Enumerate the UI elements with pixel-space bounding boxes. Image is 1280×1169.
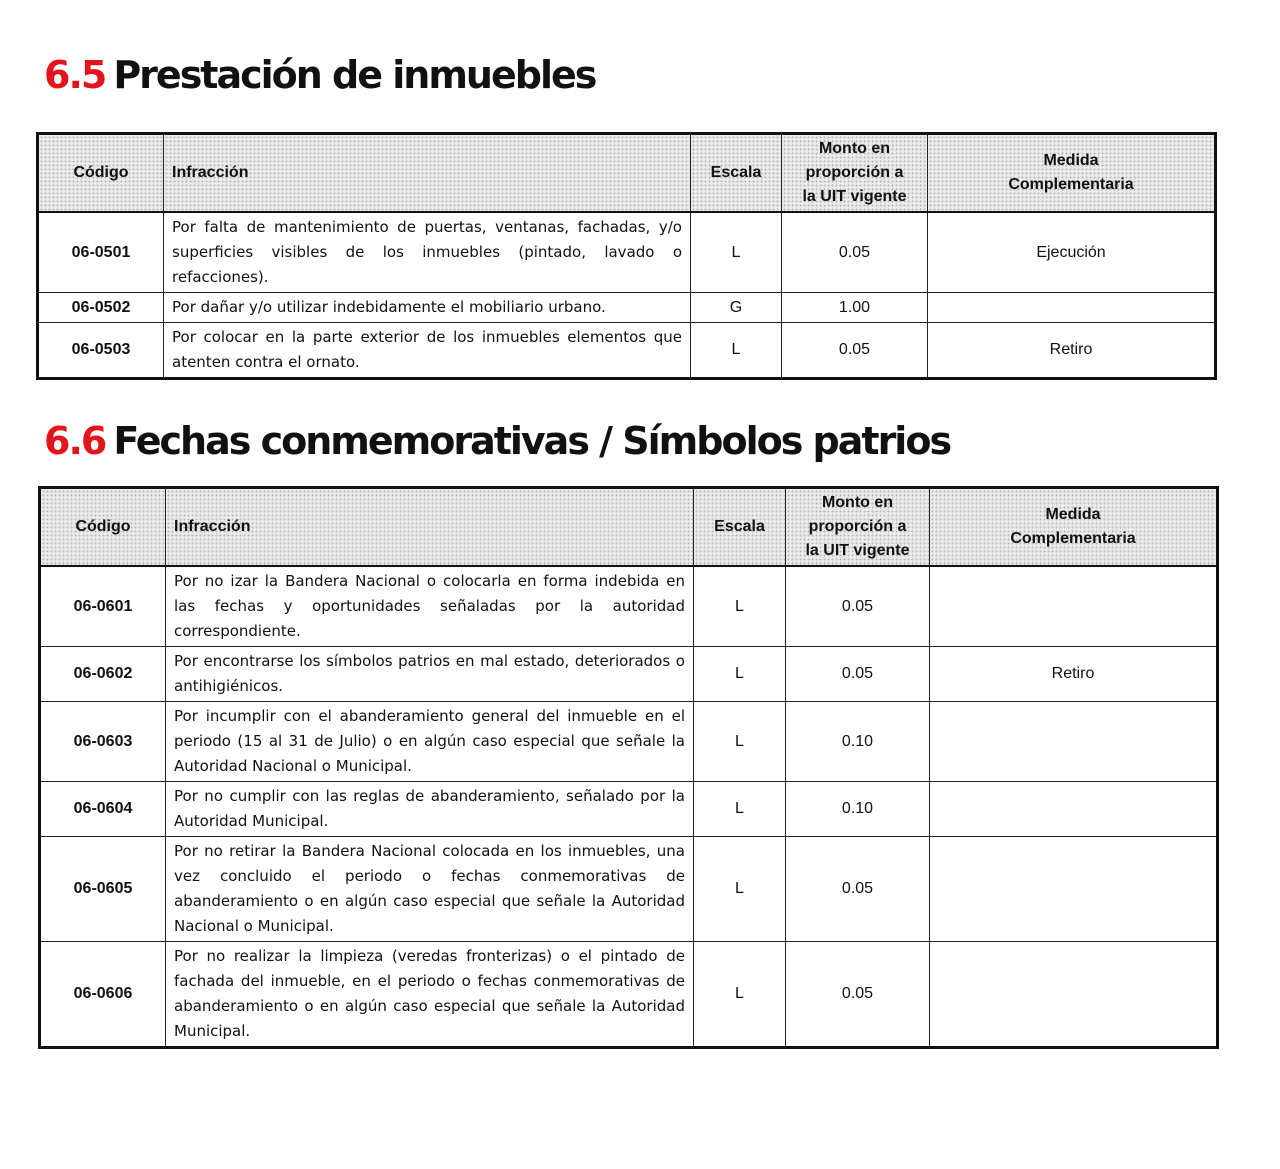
escala-cell: L (694, 782, 786, 837)
escala-cell: L (691, 212, 782, 293)
table-row (40, 782, 1218, 837)
escala-cell: L (694, 702, 786, 782)
monto-cell: 0.05 (786, 647, 930, 702)
table-row (40, 837, 1218, 942)
medida-cell: Retiro (928, 323, 1216, 379)
monto-cell: 0.05 (782, 323, 928, 379)
header-medida (928, 134, 1216, 213)
section-title-6-6 (44, 419, 951, 463)
section-number: 6.5 (44, 53, 106, 97)
monto-cell: 0.10 (786, 702, 930, 782)
header-medida (930, 488, 1218, 567)
medida-cell (928, 293, 1216, 323)
header-monto-line: la UIT vigente (805, 542, 910, 559)
codigo-cell: 06-0503 (38, 323, 164, 379)
medida-cell (930, 942, 1218, 1048)
table-header-row (38, 134, 1216, 213)
table-row (38, 293, 1216, 323)
header-monto-line: proporción a (805, 164, 904, 181)
escala-cell: L (694, 942, 786, 1048)
infractions-table-6-6 (38, 486, 1219, 1049)
header-monto (786, 488, 930, 567)
monto-cell: 1.00 (782, 293, 928, 323)
escala-cell: L (694, 837, 786, 942)
medida-cell (930, 837, 1218, 942)
codigo-cell: 06-0501 (38, 212, 164, 293)
monto-cell: 0.05 (786, 837, 930, 942)
header-monto-line: proporción a (808, 518, 907, 535)
medida-cell (930, 702, 1218, 782)
infraccion-cell: Por incumplir con el abanderamiento general del inmueble en el periodo (15 al 31 de Julio) o en algún caso especial que señale la Autoridad Nacional o Municipal. (166, 702, 694, 782)
codigo-cell: 06-0602 (40, 647, 166, 702)
header-codigo: Código (38, 134, 164, 213)
section-title-6-5 (44, 53, 596, 97)
header-monto-line: Monto en (818, 140, 891, 157)
escala-cell: G (691, 293, 782, 323)
infraccion-cell: Por no izar la Bandera Nacional o colocarla en forma indebida en las fechas y oportunidades señaladas por la autoridad correspondiente. (166, 566, 694, 647)
infraccion-cell: Por no retirar la Bandera Nacional colocada en los inmuebles, una vez concluido el periodo o fechas conmemorativas de abanderamiento o en algún caso especial que señale la Autoridad Nacional o Municipal. (166, 837, 694, 942)
header-monto-line: Monto en (821, 494, 894, 511)
header-monto (782, 134, 928, 213)
header-infraccion: Infracción (166, 488, 694, 567)
infraccion-cell: Por no realizar la limpieza (veredas fronterizas) o el pintado de fachada del inmueble, en el periodo o fechas conmemorativas de abanderamiento o en algún caso especial que señale la Autoridad Municipal. (166, 942, 694, 1048)
codigo-cell: 06-0605 (40, 837, 166, 942)
escala-cell: L (694, 566, 786, 647)
table-row (40, 702, 1218, 782)
header-medida-line: Medida (1043, 152, 1099, 169)
header-escala: Escala (694, 488, 786, 567)
infraccion-cell: Por no cumplir con las reglas de abanderamiento, señalado por la Autoridad Municipal. (166, 782, 694, 837)
header-medida-line: Complementaria (1010, 530, 1136, 547)
codigo-cell: 06-0603 (40, 702, 166, 782)
medida-cell: Retiro (930, 647, 1218, 702)
table-row (40, 647, 1218, 702)
infraccion-cell: Por falta de mantenimiento de puertas, ventanas, fachadas, y/o superficies visibles de los inmuebles (pintado, lavado o refacciones). (164, 212, 691, 293)
monto-cell: 0.05 (786, 942, 930, 1048)
monto-cell: 0.05 (786, 566, 930, 647)
header-infraccion: Infracción (164, 134, 691, 213)
header-medida-line: Complementaria (1008, 176, 1134, 193)
infraccion-cell: Por encontrarse los símbolos patrios en mal estado, deteriorados o antihigiénicos. (166, 647, 694, 702)
header-escala: Escala (691, 134, 782, 213)
table-row (38, 212, 1216, 293)
monto-cell: 0.05 (782, 212, 928, 293)
section-number: 6.6 (44, 419, 106, 463)
escala-cell: L (691, 323, 782, 379)
codigo-cell: 06-0604 (40, 782, 166, 837)
table-header-row (40, 488, 1218, 567)
header-medida-line: Medida (1045, 506, 1101, 523)
table-row (38, 323, 1216, 379)
medida-cell (930, 782, 1218, 837)
codigo-cell: 06-0601 (40, 566, 166, 647)
infraccion-cell: Por colocar en la parte exterior de los inmuebles elementos que atenten contra el ornato. (164, 323, 691, 379)
table-row (40, 942, 1218, 1048)
infractions-table-6-5 (36, 132, 1217, 380)
medida-cell (930, 566, 1218, 647)
section-heading: Prestación de inmuebles (113, 53, 596, 97)
section-heading: Fechas conmemorativas / Símbolos patrios (113, 419, 951, 463)
infraccion-cell: Por dañar y/o utilizar indebidamente el mobiliario urbano. (164, 293, 691, 323)
medida-cell: Ejecución (928, 212, 1216, 293)
codigo-cell: 06-0606 (40, 942, 166, 1048)
escala-cell: L (694, 647, 786, 702)
codigo-cell: 06-0502 (38, 293, 164, 323)
header-monto-line: la UIT vigente (802, 188, 907, 205)
header-codigo: Código (40, 488, 166, 567)
table-row (40, 566, 1218, 647)
monto-cell: 0.10 (786, 782, 930, 837)
